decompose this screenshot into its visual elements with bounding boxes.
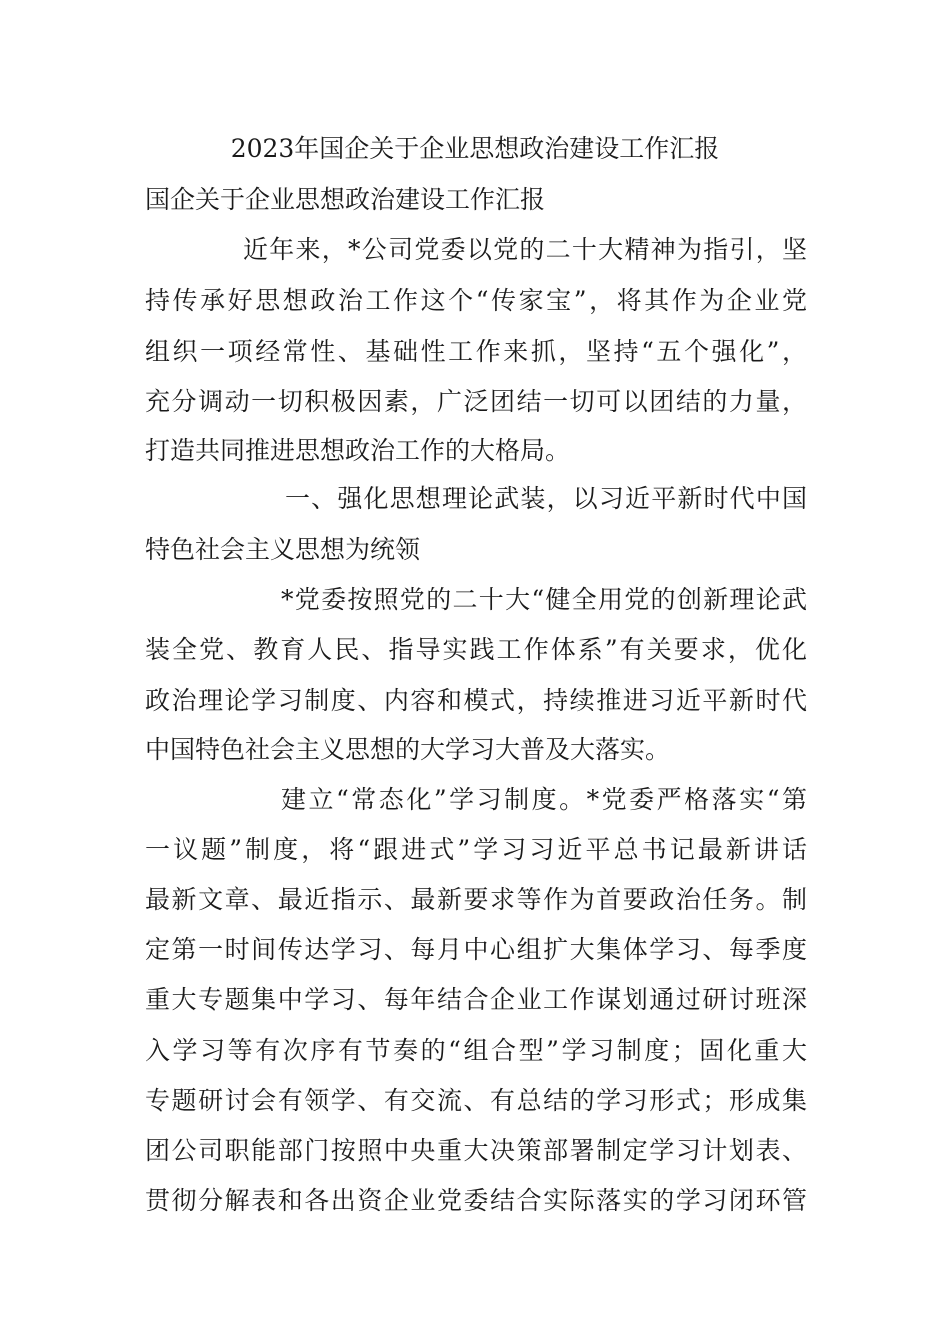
paragraph-line: 一、强化思想理论武装，以习近平新时代中国 <box>285 484 807 513</box>
paragraph-line: 中国特色社会主义思想的大学习大普及大落实。 <box>145 735 671 764</box>
paragraph-line: 专题研讨会有领学、有交流、有总结的学习形式；形成集 <box>145 1086 807 1115</box>
paragraph-line: 一议题”制度，将“跟进式”学习习近平总书记最新讲话 <box>145 835 807 864</box>
paragraph-line: 组织一项经常性、基础性工作来抓，坚持“五个强化”， <box>145 337 807 366</box>
paragraph-line: 打造共同推进思想政治工作的大格局。 <box>145 436 571 465</box>
paragraph-line: 政治理论学习制度、内容和模式，持续推进习近平新时代 <box>145 686 807 715</box>
paragraph-line: 定第一时间传达学习、每月中心组扩大集体学习、每季度 <box>145 935 807 964</box>
paragraph-line: 装全党、教育人民、指导实践工作体系”有关要求，优化 <box>145 635 807 664</box>
paragraph-line: *党委按照党的二十大“健全用党的创新理论武 <box>281 585 807 614</box>
paragraph-line: 持传承好思想政治工作这个“传家宝”，将其作为企业党 <box>145 286 807 315</box>
paragraph-line: 建立“常态化”学习制度。*党委严格落实“第 <box>281 785 807 814</box>
paragraph-line: 团公司职能部门按照中央重大决策部署制定学习计划表、 <box>145 1136 807 1165</box>
document-title: 2023年国企关于企业思想政治建设工作汇报 <box>230 134 720 163</box>
document-subtitle: 国企关于企业思想政治建设工作汇报 <box>145 185 546 214</box>
paragraph-line: 最新文章、最近指示、最新要求等作为首要政治任务。制 <box>145 885 807 914</box>
paragraph-line: 贯彻分解表和各出资企业党委结合实际落实的学习闭环管 <box>145 1186 807 1215</box>
paragraph-line: 重大专题集中学习、每年结合企业工作谋划通过研讨班深 <box>145 985 807 1014</box>
paragraph-line: 近年来，*公司党委以党的二十大精神为指引，坚 <box>243 235 807 264</box>
paragraph-line: 入学习等有次序有节奏的“组合型”学习制度；固化重大 <box>145 1036 807 1065</box>
paragraph-line: 特色社会主义思想为统领 <box>145 535 421 564</box>
paragraph-line: 充分调动一切积极因素，广泛团结一切可以团结的力量， <box>145 387 807 416</box>
